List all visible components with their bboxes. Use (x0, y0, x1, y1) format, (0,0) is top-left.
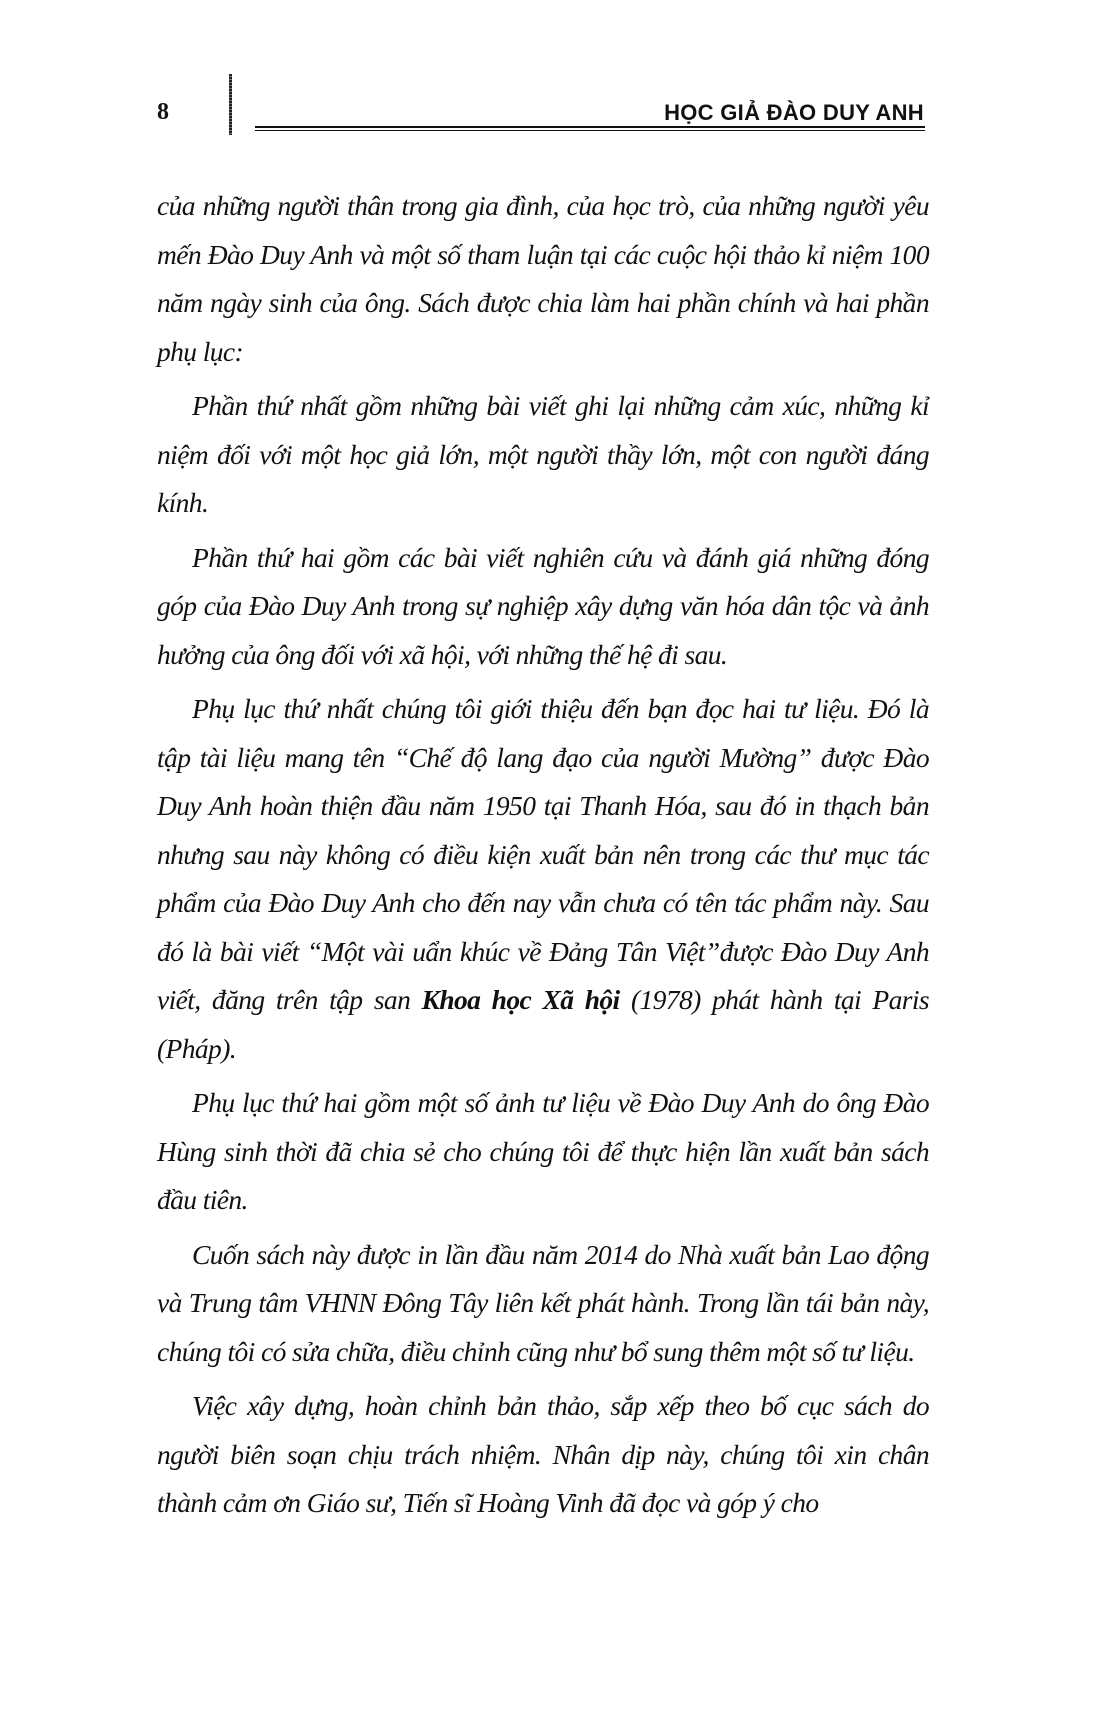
journal-title: Khoa học Xã hội (421, 984, 620, 1015)
header-vertical-rule (229, 74, 232, 135)
paragraph-appendix-one (157, 685, 929, 1073)
paragraph-part-two: Phần thứ hai gồm các bài viết nghiên cứu và đánh giá những đóng góp của Đào Duy Anh trong sự nghiệp xây dựng văn hóa dân tộc và ảnh hưởng của ông đối với xã hội, với những thế hệ đi sau. (157, 541, 929, 670)
body-text (157, 182, 929, 1534)
header-double-rule (255, 126, 925, 131)
running-head-title: HỌC GIẢ ĐÀO DUY ANH (664, 100, 924, 125)
paragraph-acknowledgement: Việc xây dựng, hoàn chỉnh bản thảo, sắp xếp theo bố cục sách do người biên soạn chịu trách nhiệm. Nhân dịp này, chúng tôi xin chân thành cảm ơn Giáo sư, Tiến sĩ Hoàng Vinh đã đọc và góp ý cho (157, 1390, 929, 1518)
page-number: 8 (157, 99, 169, 125)
paragraph-first-edition: Cuốn sách này được in lần đầu năm 2014 do Nhà xuất bản Lao động và Trung tâm VHNN Đông Tây liên kết phát hành. Trong lần tái bản này, chúng tôi có sửa chữa, điều chỉnh cũng như bổ sung thêm một số tư liệu. (157, 1238, 929, 1367)
paragraph-part-one: Phần thứ nhất gồm những bài viết ghi lại những cảm xúc, những kỉ niệm đối với một học giả lớn, một người thầy lớn, một con người đáng kính. (157, 390, 929, 518)
paragraph-text: (1978) phát hành tại Paris (Pháp). (157, 984, 929, 1064)
paragraph-appendix-two: Phụ lục thứ hai gồm một số ảnh tư liệu về Đào Duy Anh do ông Đào Hùng sinh thời đã chia sẻ cho chúng tôi để thực hiện lần xuất bản sách đầu tiên. (157, 1087, 929, 1215)
paragraph-intro-continued: của những người thân trong gia đình, của học trò, của những người yêu mến Đào Duy Anh và một số tham luận tại các cuộc hội thảo kỉ niệm 100 năm ngày sinh của ông. Sách được chia làm hai phần chính và hai phần phụ lục: (157, 190, 929, 367)
paragraph-text: Phụ lục thứ nhất chúng tôi giới thiệu đến bạn đọc hai tư liệu. Đó là tập tài liệu mang tên “Chế độ lang đạo của người Mường” được Đào Duy Anh hoàn thiện đầu năm 1950 tại Thanh Hóa, sau đó in thạch bản nhưng sau này không có điều kiện xuất bản nên trong các thư mục tác phẩm của Đào Duy Anh cho đến nay vẫn chưa có tên tác phẩm này. Sau đó là bài viết “Một vài uẩn khúc về Đảng Tân Việt”được Đào Duy Anh viết, đăng trên tập san (157, 693, 929, 1015)
